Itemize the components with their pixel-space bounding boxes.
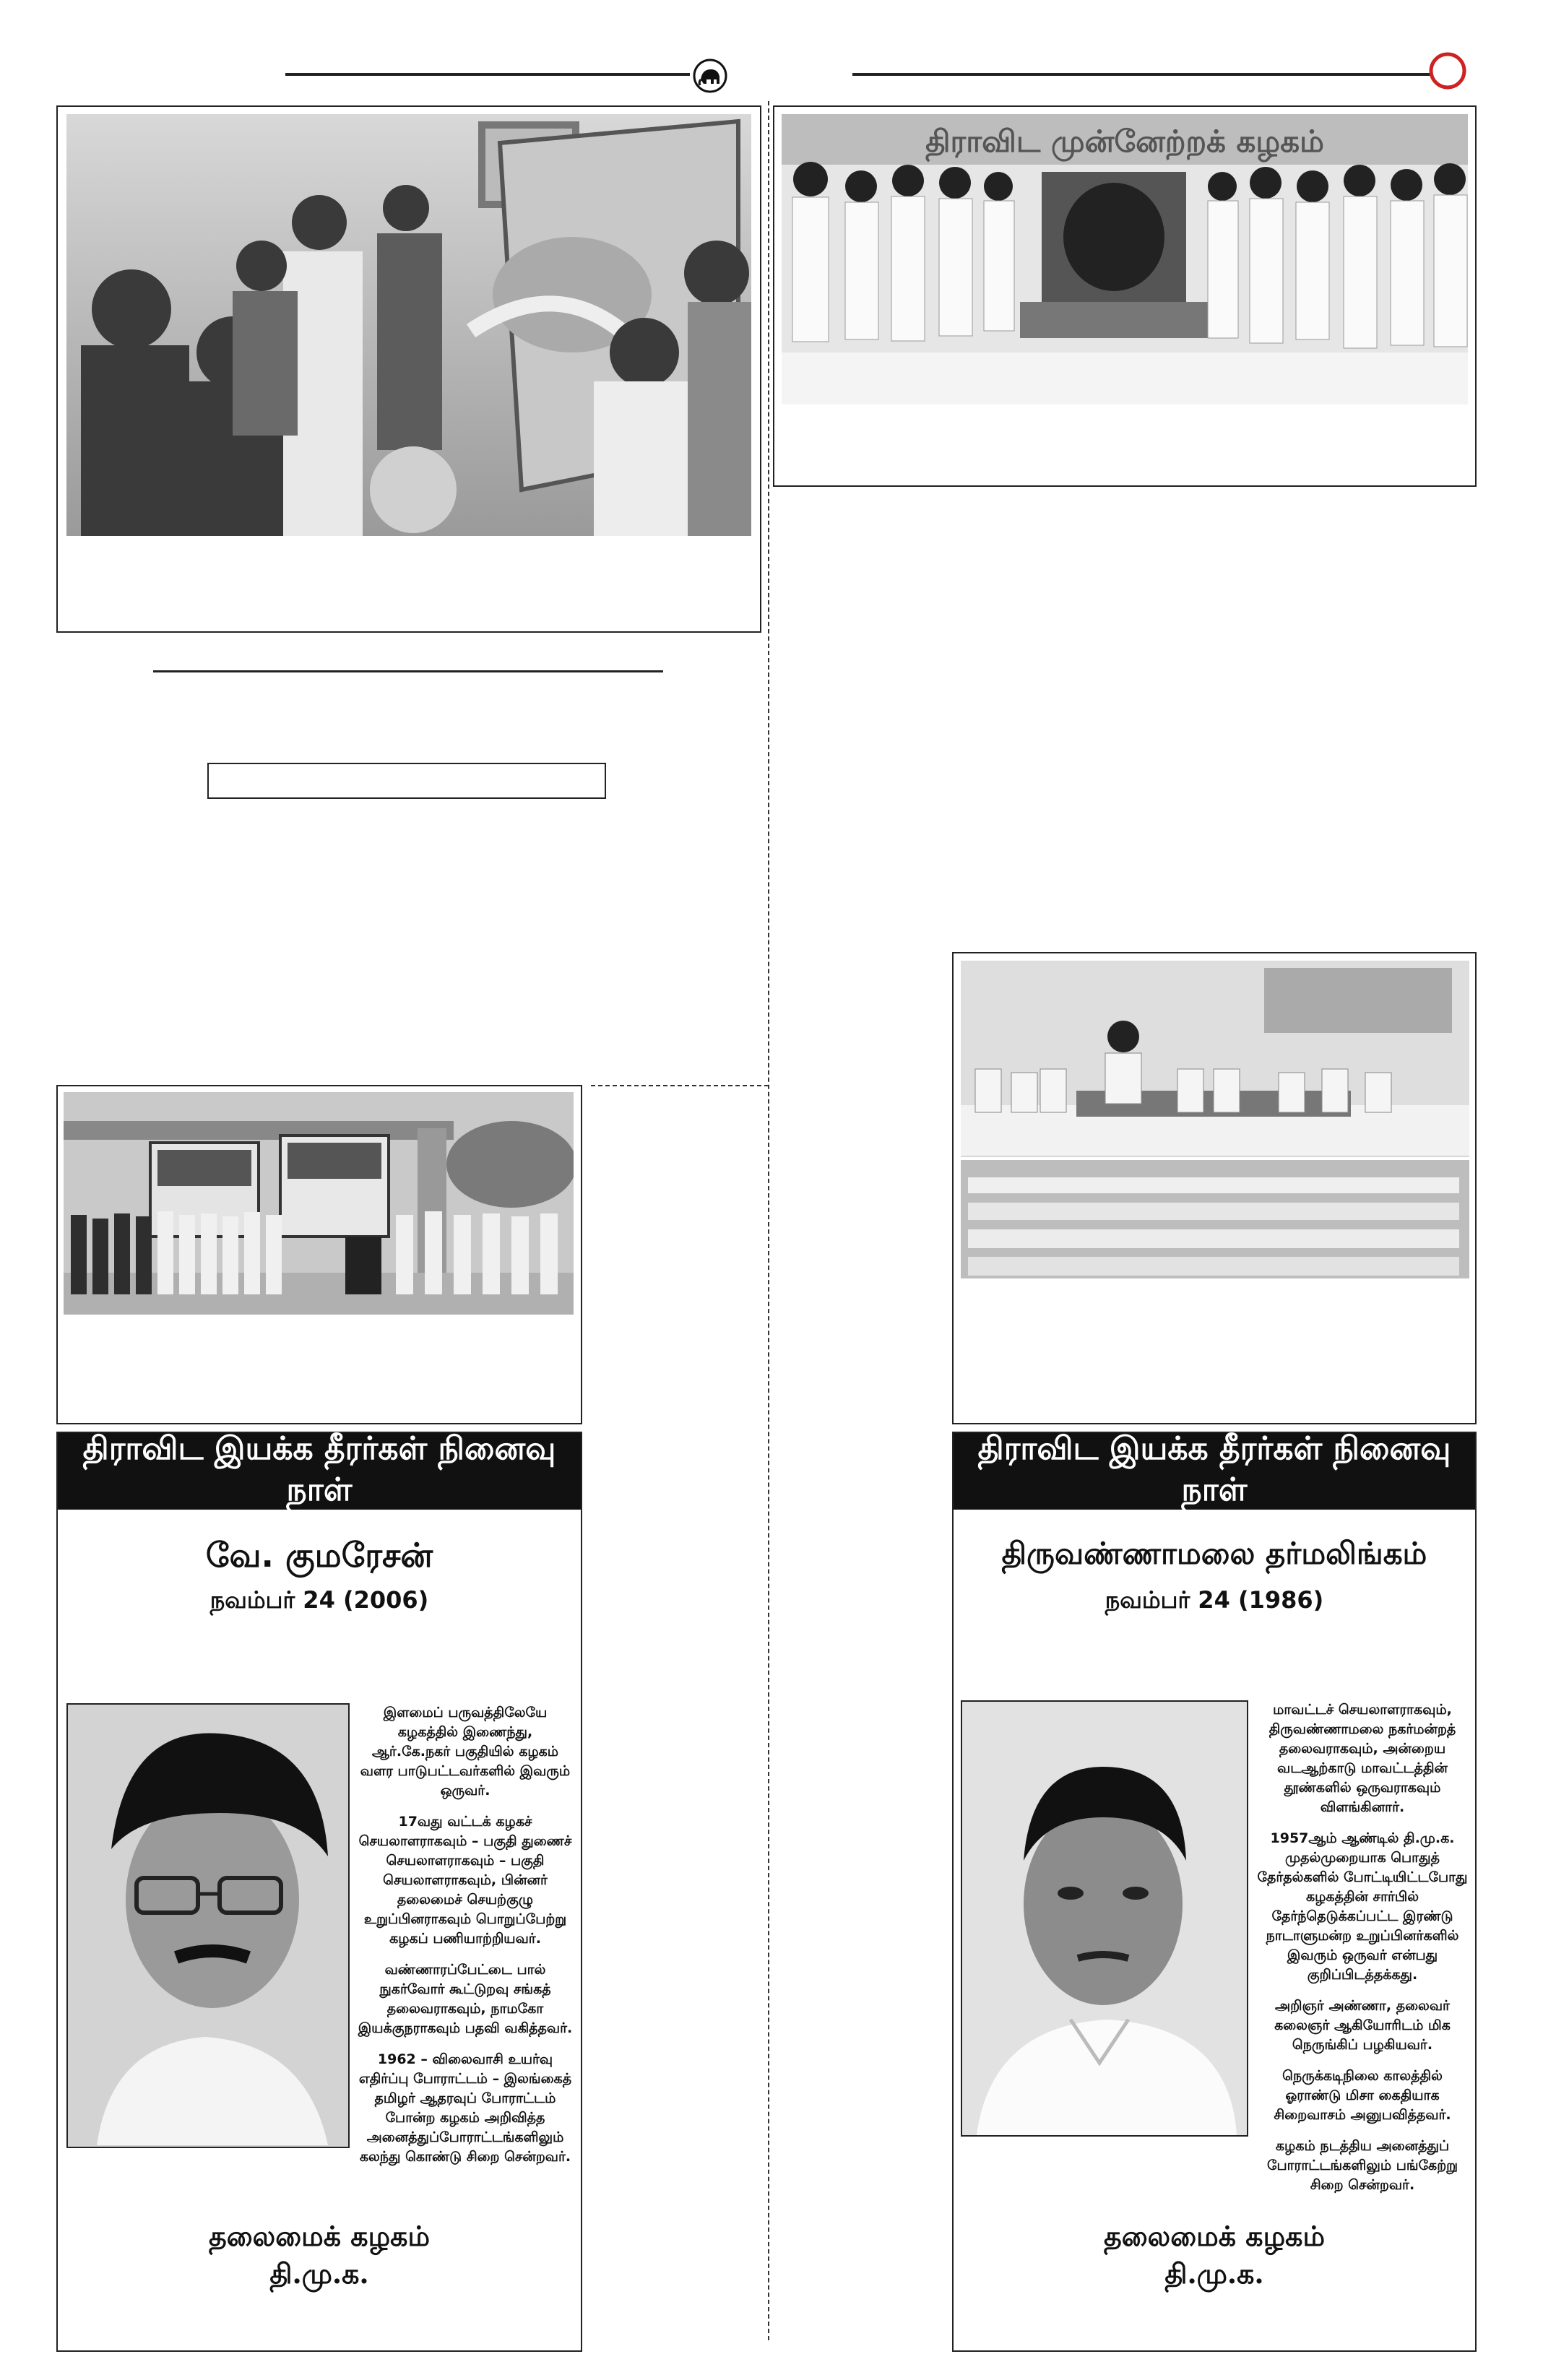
empty-caption-box — [207, 763, 606, 799]
memorial-right-portrait — [961, 1700, 1248, 2137]
memorial-right-bio-2: 1957ஆம் ஆண்டில் தி.மு.க. முதல்முறையாக பொதுத் தேர்தல்களில் போட்டியிட்டபோது கழகத்தின் சார்பில் தேர்ந்தெடுக்கப்பட்ட இரண்டு நாடாளுமன்ற உறுப்பினர்களில் இவரும் ஒருவர் என்பது குறிப்பிடத்தக்கது. — [1257, 1830, 1468, 1983]
memorial-right-signature-line2: தி.மு.க. — [1164, 2257, 1264, 2290]
memorial-left-bio-4: 1962 – விலைவாசி உயர்வு எதிர்ப்பு போராட்டம் – இலங்கைத் தமிழர் ஆதரவுப் போராட்டம் போன்ற கழகம் அறிவித்த அனைத்துப்போராட்டங்களிலும் கலந்து கொண்டு சிறை சென்றவர். — [358, 2051, 572, 2165]
photo-portrait-homage — [782, 114, 1468, 404]
elephant-emblem-icon — [692, 58, 728, 94]
circle-emblem-icon — [1429, 52, 1466, 90]
photo-bus-flagoff — [64, 1092, 574, 1315]
memorial-right-signature-line1: தலைமைக் கழகம் — [1103, 2220, 1326, 2252]
memorial-left-bio-1: இளமைப் பருவத்திலேயே கழகத்தில் இணைந்து, ஆர்.கே.நகர் பகுதியில் கழகம் வளர பாடுபட்டவர்களில் இவரும் ஒருவர். — [360, 1705, 571, 1799]
memorial-left-name: வே. குமரேசன் — [205, 1536, 433, 1575]
memorial-right-bio-3: அறிஞர் அண்ணா, தலைவர் கலைஞர் ஆகியோரிடம் மிக நெருங்கிப் பழகியவர். — [1274, 1998, 1451, 2053]
memorial-left-signature — [58, 2217, 581, 2293]
section-divider — [591, 1085, 769, 1086]
memorial-right-bio — [1255, 1700, 1469, 2207]
photo-tribute-garland — [66, 114, 751, 536]
memorial-left-bio — [357, 1703, 574, 2178]
memorial-right-bio-5: கழகம் நடத்திய அனைத்துப் போராட்டங்களிலும் பங்கேற்று சிறை சென்றவர். — [1266, 2138, 1458, 2193]
memorial-left-bio-2: 17வது வட்டக் கழகச் செயலாளராகவும் – பகுதி துணைச் செயலாளராகவும் – பகுதி செயலாளராகவும், பின்னர் தலைமைச் செயற்குழு உறுப்பினராகவும் பொறுப்பேற்று கழகப் பணியாற்றியவர். — [358, 1814, 572, 1947]
memorial-left-portrait — [66, 1703, 350, 2148]
memorial-right-bio-4: நெருக்கடிநிலை காலத்தில் ஓராண்டு மிசா கைதியாக சிறைவாசம் அனுபவித்தவர். — [1274, 2068, 1451, 2123]
mid-rule — [153, 670, 663, 672]
memorial-right-banner: திராவிட இயக்க தீரர்கள் நினைவு நாள் — [954, 1433, 1475, 1510]
photo-meeting-hall — [961, 961, 1469, 1278]
svg-text:திராவிட முன்னேற்றக் கழகம்: திராவிட முன்னேற்றக் கழகம் — [925, 124, 1324, 159]
header-rule-right — [852, 73, 1430, 76]
memorial-right-date: நவம்பர் 24 (1986) — [1105, 1586, 1324, 1614]
memorial-right-name: திருவண்ணாமலை தர்மலிங்கம் — [1001, 1536, 1427, 1571]
memorial-right-signature — [954, 2217, 1475, 2293]
memorial-left-signature-line2: தி.மு.க. — [269, 2257, 369, 2290]
memorial-left-date: நவம்பர் 24 (2006) — [209, 1586, 429, 1614]
memorial-right-bio-1: மாவட்டச் செயலாளராகவும், திருவண்ணாமலை நகர்மன்றத் தலைவராகவும், அன்றைய வடஆற்காடு மாவட்டத்தின் தூண்களில் ஒருவராகவும் விளங்கினார். — [1268, 1702, 1456, 1815]
memorial-left-banner: திராவிட இயக்க தீரர்கள் நினைவு நாள் — [58, 1433, 581, 1510]
column-divider — [768, 101, 769, 2340]
header-rule-left — [285, 73, 690, 76]
memorial-left-bio-3: வண்ணாரப்பேட்டை பால் நுகர்வோர் கூட்டுறவு சங்கத் தலைவராகவும், நாமகோ இயக்குநராகவும் பதவி வகித்தவர். — [358, 1962, 573, 2036]
memorial-left-signature-line1: தலைமைக் கழகம் — [208, 2220, 431, 2252]
